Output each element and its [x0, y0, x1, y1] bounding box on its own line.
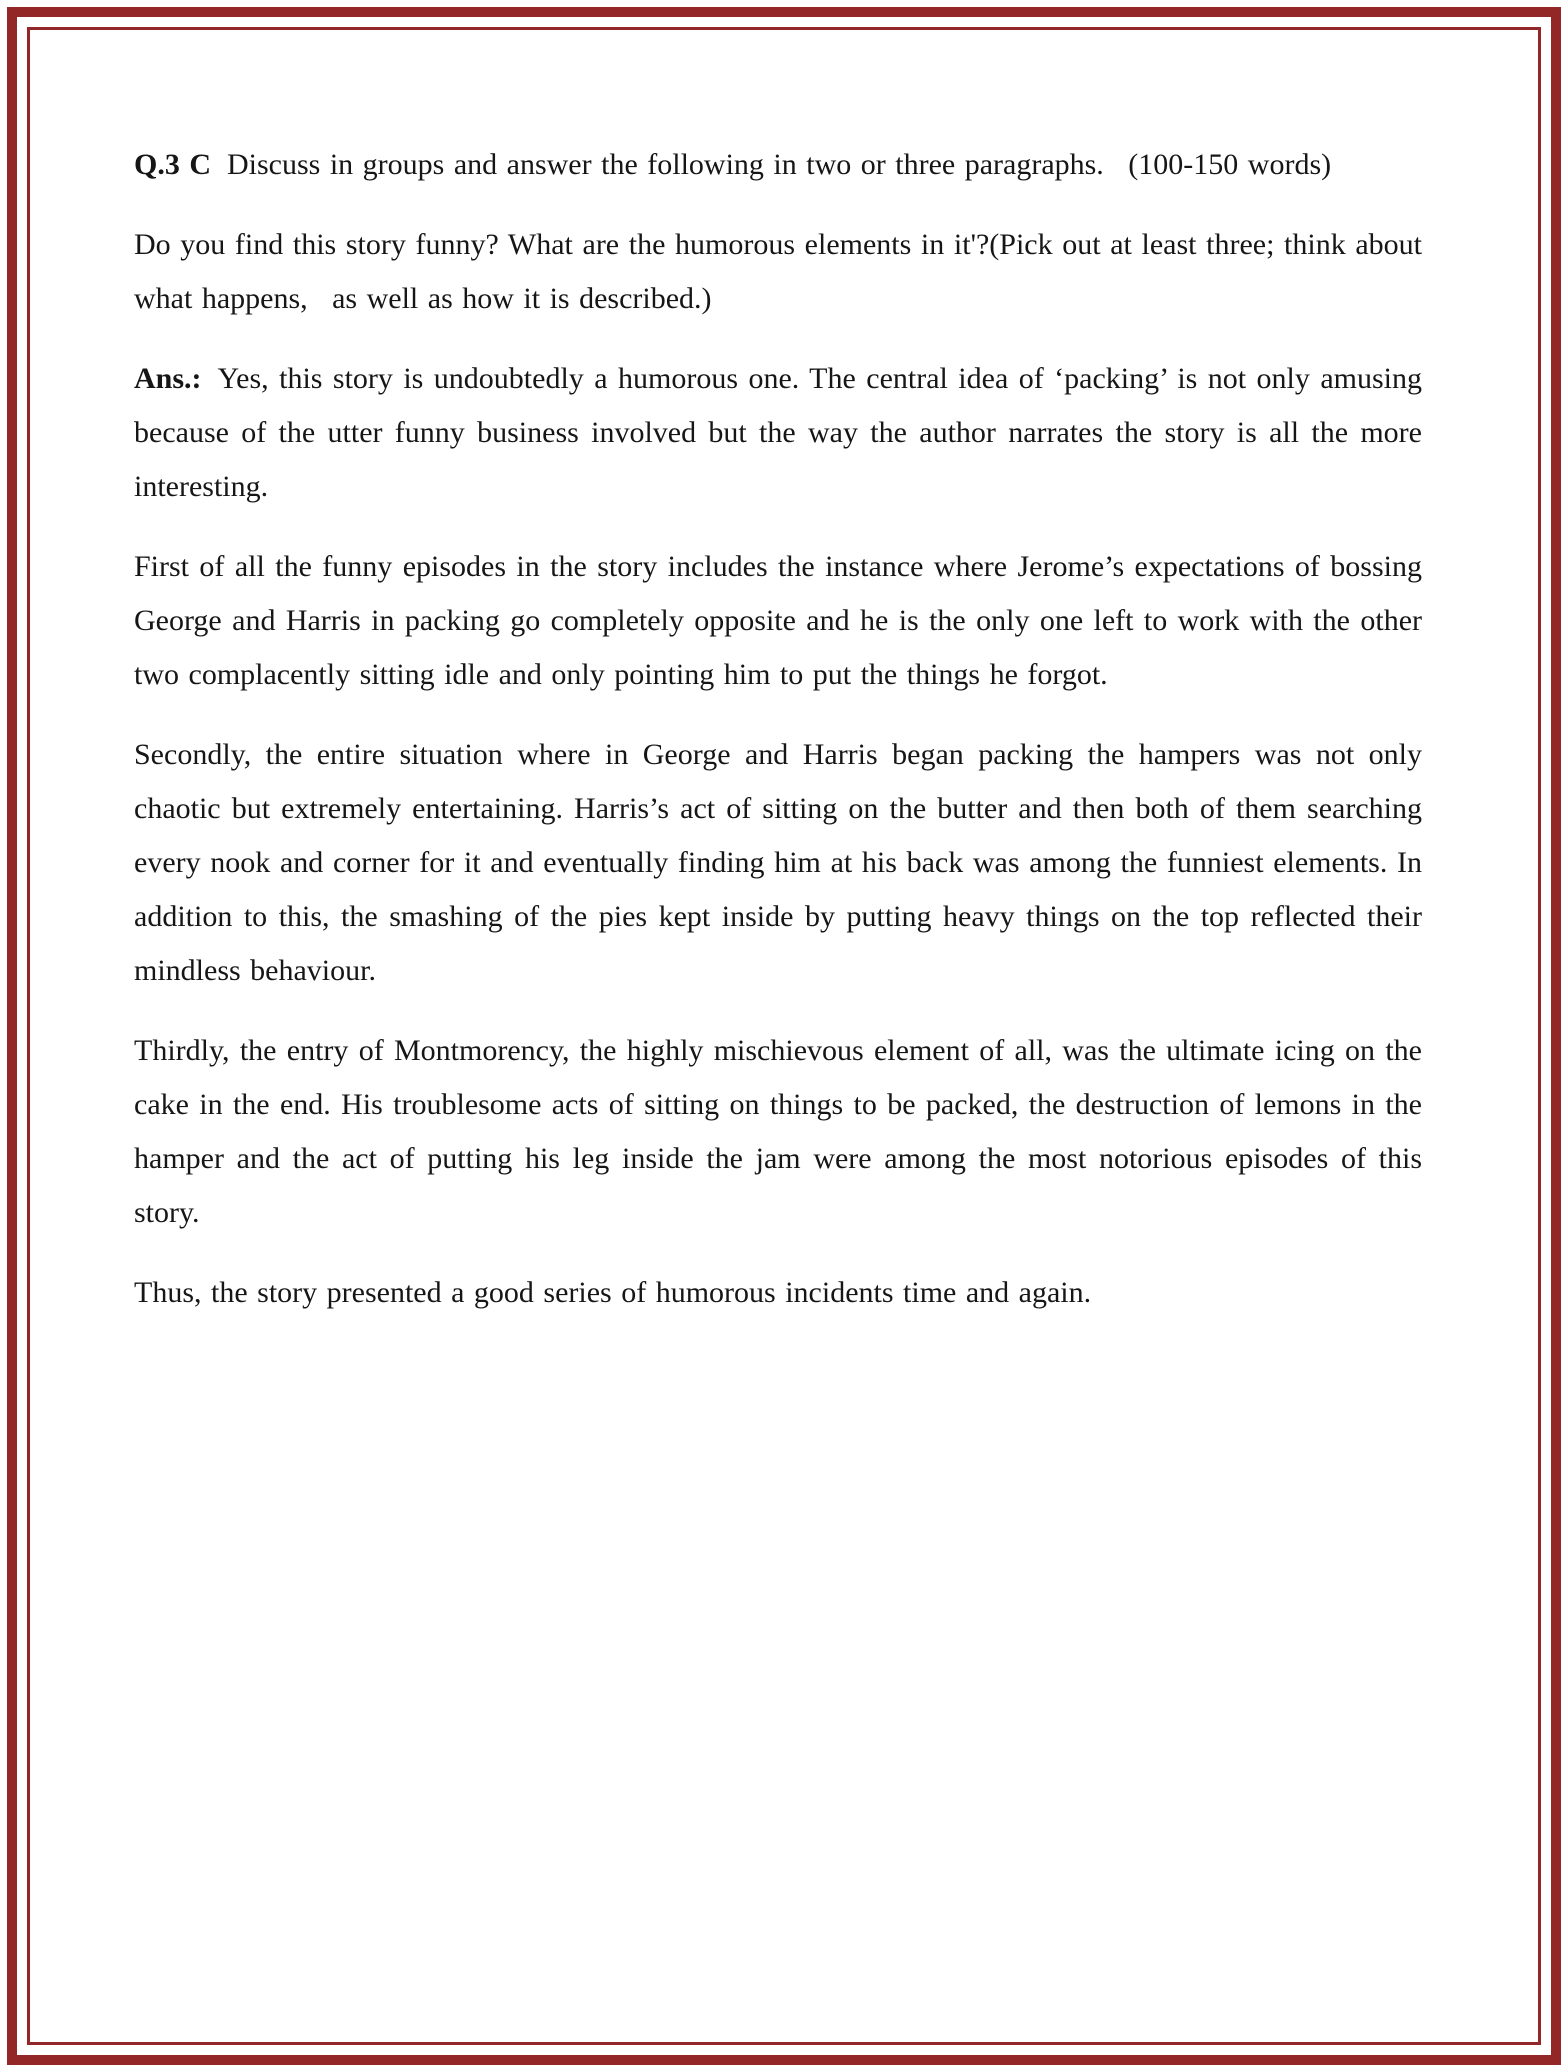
paragraph-text: Discuss in groups and answer the following in two or three paragraphs. (100-150 words) — [227, 148, 1332, 181]
paragraph-text: Thirdly, the entry of Montmorency, the highly mischievous element of all, was the ultimate icing on the cake in the end. His troublesome acts of sitting on things to be packed, the destruction of lemons in the hamper and the act of putting his leg inside the jam were among the most notorious episodes of this story. — [134, 1034, 1422, 1229]
paragraph-lead: Q.3 C — [134, 148, 211, 181]
paragraph — [134, 352, 1422, 514]
paragraph-text: First of all the funny episodes in the story includes the instance where Jerome’s expectations of bossing George and Harris in packing go completely opposite and he is the only one left to work with the other two complacently sitting idle and only pointing him to put the things he forgot. — [134, 550, 1422, 691]
page-border-outer — [7, 7, 1561, 2065]
paragraph-text: Do you find this story funny? What are the humorous elements in it'?(Pick out at least three; think about what happens, as well as how it is described.) — [134, 228, 1422, 315]
paragraph — [134, 728, 1422, 998]
page-border-inner — [27, 27, 1541, 2045]
paragraph — [134, 218, 1422, 326]
paragraph — [134, 1266, 1422, 1320]
document-body — [30, 30, 1538, 2042]
paragraph — [134, 540, 1422, 702]
paragraph-text: Yes, this story is undoubtedly a humorous one. The central idea of ‘packing’ is not only amusing because of the utter funny business involved but the way the author narrates the story is all the more interesting. — [134, 362, 1422, 503]
paragraph-text: Thus, the story presented a good series of humorous incidents time and again. — [134, 1276, 1092, 1309]
paragraph-text: Secondly, the entire situation where in George and Harris began packing the hampers was not only chaotic but extremely entertaining. Harris’s act of sitting on the butter and then both of them searching every nook and corner for it and eventually finding him at his back was among the funniest elements. In addition to this, the smashing of the pies kept inside by putting heavy things on the top reflected their mindless behaviour. — [134, 738, 1422, 987]
paragraph — [134, 1024, 1422, 1240]
paragraph-lead: Ans.: — [134, 362, 202, 395]
paragraph — [134, 138, 1422, 192]
